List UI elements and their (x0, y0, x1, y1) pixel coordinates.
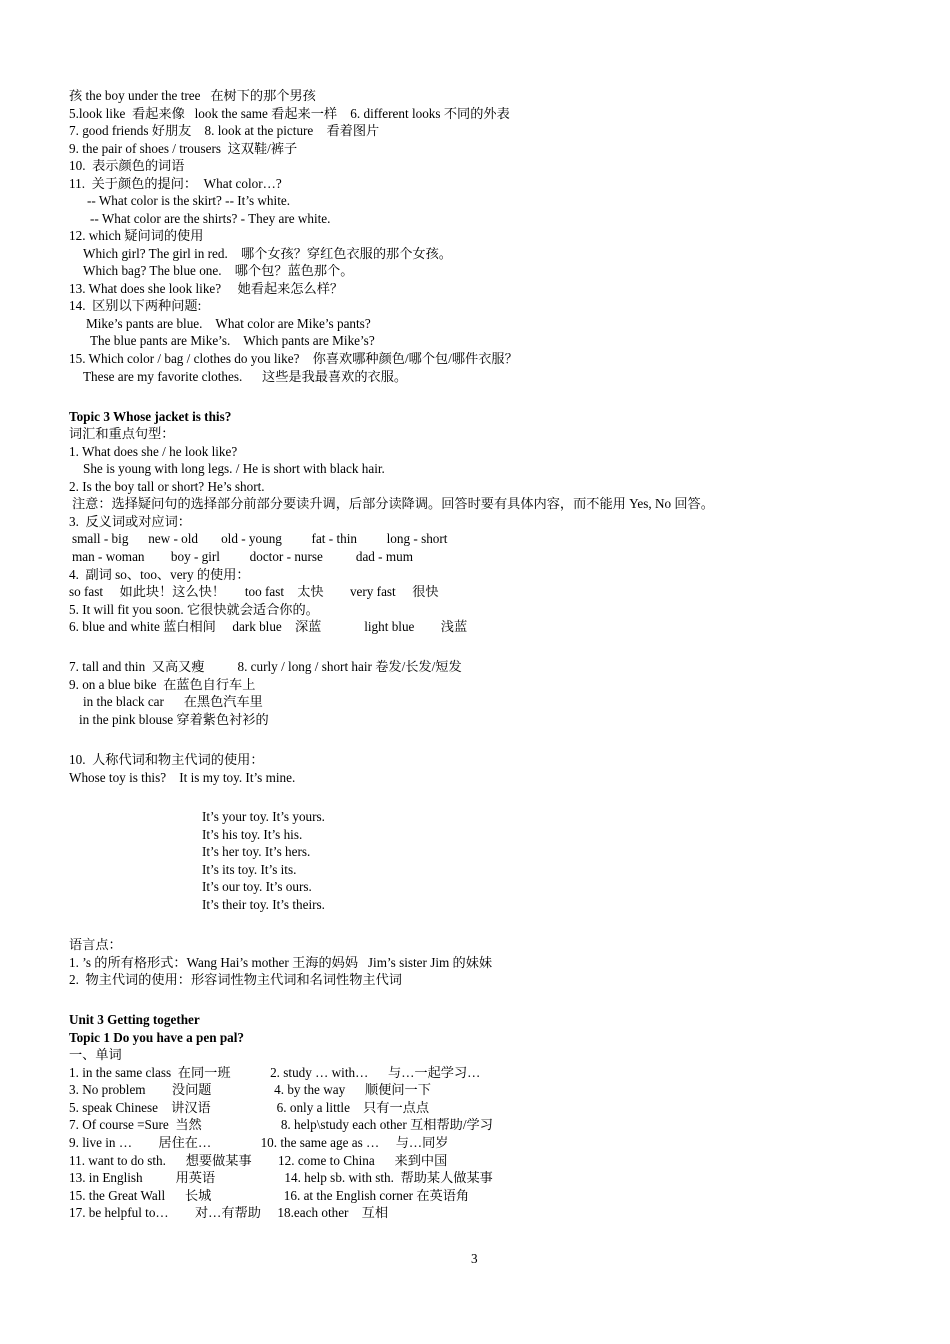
text-line: 5. speak Chinese 讲汉语 6. only a little 只有一点点 (69, 1100, 430, 1115)
page-number: 3 (471, 1251, 478, 1266)
text-line: The blue pants are Mike’s. Which pants are Mike’s? (90, 333, 375, 348)
text-line: 13. What does she look like? 她看起来怎么样？ (69, 281, 344, 296)
text-line: 7. Of course =Sure 当然 8. help\study each other 互相帮助/学习 (69, 1117, 493, 1132)
text-line: 3. No problem 没问题 4. by the way 顺便问一下 (69, 1082, 431, 1097)
text-line: 13. in English 用英语 14. help sb. with sth. 帮助某人做某事 (69, 1170, 493, 1185)
text-line: 9. live in … 居住在… 10. the same age as … 与…同岁 (69, 1135, 449, 1150)
text-line: 5.look like 看起来像 look the same 看起来一样 6. different looks 不同的外表 (69, 106, 510, 121)
text-line: man - woman boy - girl doctor - nurse dad - mum (72, 549, 413, 564)
text-line: Whose toy is this? It is my toy. It’s mine. (69, 770, 296, 785)
text-line: Mike’s pants are blue. What color are Mike’s pants? (86, 316, 371, 331)
text-line: 6. blue and white 蓝白相间 dark blue 深蓝 light blue 浅蓝 (69, 619, 468, 634)
text-line: 7. tall and thin 又高又瘦 8. curly / long / short hair 卷发/长发/短发 (69, 659, 462, 674)
text-line: 9. on a blue bike 在蓝色自行车上 (69, 677, 256, 692)
text-line: 15. Which color / bag / clothes do you like? 你喜欢哪种颜色/哪个包/哪件衣服？ (69, 351, 518, 366)
text-line: 14. 区别以下两种问题: (69, 298, 202, 313)
text-line: It’s its toy. It’s its. (202, 862, 297, 877)
text-line: It’s our toy. It’s ours. (202, 879, 312, 894)
text-line: 9. the pair of shoes / trousers 这双鞋/裤子 (69, 141, 298, 156)
section-heading: Topic 3 Whose jacket is this? (69, 409, 232, 424)
text-line: 17. be helpful to… 对…有帮助 18.each other 互相 (69, 1205, 389, 1220)
text-line: 2. Is the boy tall or short? He’s short. (69, 479, 265, 494)
text-line: 12. which 疑问词的使用 (69, 228, 204, 243)
text-line: so fast 如此块！这么快！ too fast 太快 very fast 很快 (69, 584, 439, 599)
text-line: 11. 关于颜色的提问： What color…? (69, 176, 282, 191)
text-line: She is young with long legs. / He is short with black hair. (83, 461, 385, 476)
text-line: 1. ’s 的所有格形式：Wang Hai’s mother 王海的妈妈 Jim’s sister Jim 的妹妹 (69, 955, 493, 970)
section-heading: Unit 3 Getting together (69, 1012, 200, 1027)
text-line: 注意：选择疑问句的选择部分前部分要读升调，后部分读降调。回答时要有具体内容，而不能用 Yes, No 回答。 (72, 496, 714, 511)
text-line: It’s their toy. It’s theirs. (202, 897, 325, 912)
text-line: in the black car 在黑色汽车里 (83, 694, 263, 709)
text-line: -- What color is the skirt? -- It’s white. (87, 193, 291, 208)
text-line: 孩 the boy under the tree 在树下的那个男孩 (69, 88, 316, 103)
text-line: It’s your toy. It’s yours. (202, 809, 325, 824)
text-line: 15. the Great Wall 长城 16. at the English corner 在英语角 (69, 1188, 470, 1203)
text-line: small - big new - old old - young fat - thin long - short (72, 531, 448, 546)
text-line: 10. 人称代词和物主代词的使用： (69, 752, 264, 767)
text-line: These are my favorite clothes. 这些是我最喜欢的衣服。 (83, 369, 408, 384)
section-heading: Topic 1 Do you have a pen pal? (69, 1030, 245, 1045)
text-line: It’s his toy. It’s his. (202, 827, 303, 842)
text-line: 1. What does she / he look like? (69, 444, 238, 459)
text-line: 1. in the same class 在同一班 2. study … with… 与…一起学习… (69, 1065, 481, 1080)
text-line: 11. want to do sth. 想要做某事 12. come to China 来到中国 (69, 1153, 448, 1168)
text-line: 2. 物主代词的使用：形容词性物主代词和名词性物主代词 (69, 972, 402, 987)
text-line: Which girl? The girl in red. 哪个女孩？穿红色衣服的那个女孩。 (83, 246, 452, 261)
text-line: 10. 表示颜色的词语 (69, 158, 185, 173)
text-line: 语言点： (69, 937, 122, 952)
text-line: 词汇和重点句型： (69, 426, 175, 441)
text-line: Which bag? The blue one. 哪个包？蓝色那个。 (83, 263, 354, 278)
text-line: 4. 副词 so、too、very 的使用： (69, 567, 250, 582)
text-line: It’s her toy. It’s hers. (202, 844, 311, 859)
text-line: 5. It will fit you soon. 它很快就会适合你的。 (69, 602, 319, 617)
text-line: -- What color are the shirts? - They are white. (90, 211, 331, 226)
text-line: 7. good friends 好朋友 8. look at the picture 看着图片 (69, 123, 380, 138)
text-line: in the pink blouse 穿着紫色衬衫的 (79, 712, 269, 727)
text-line: 一、单词 (69, 1047, 122, 1062)
text-line: 3. 反义词或对应词： (69, 514, 191, 529)
